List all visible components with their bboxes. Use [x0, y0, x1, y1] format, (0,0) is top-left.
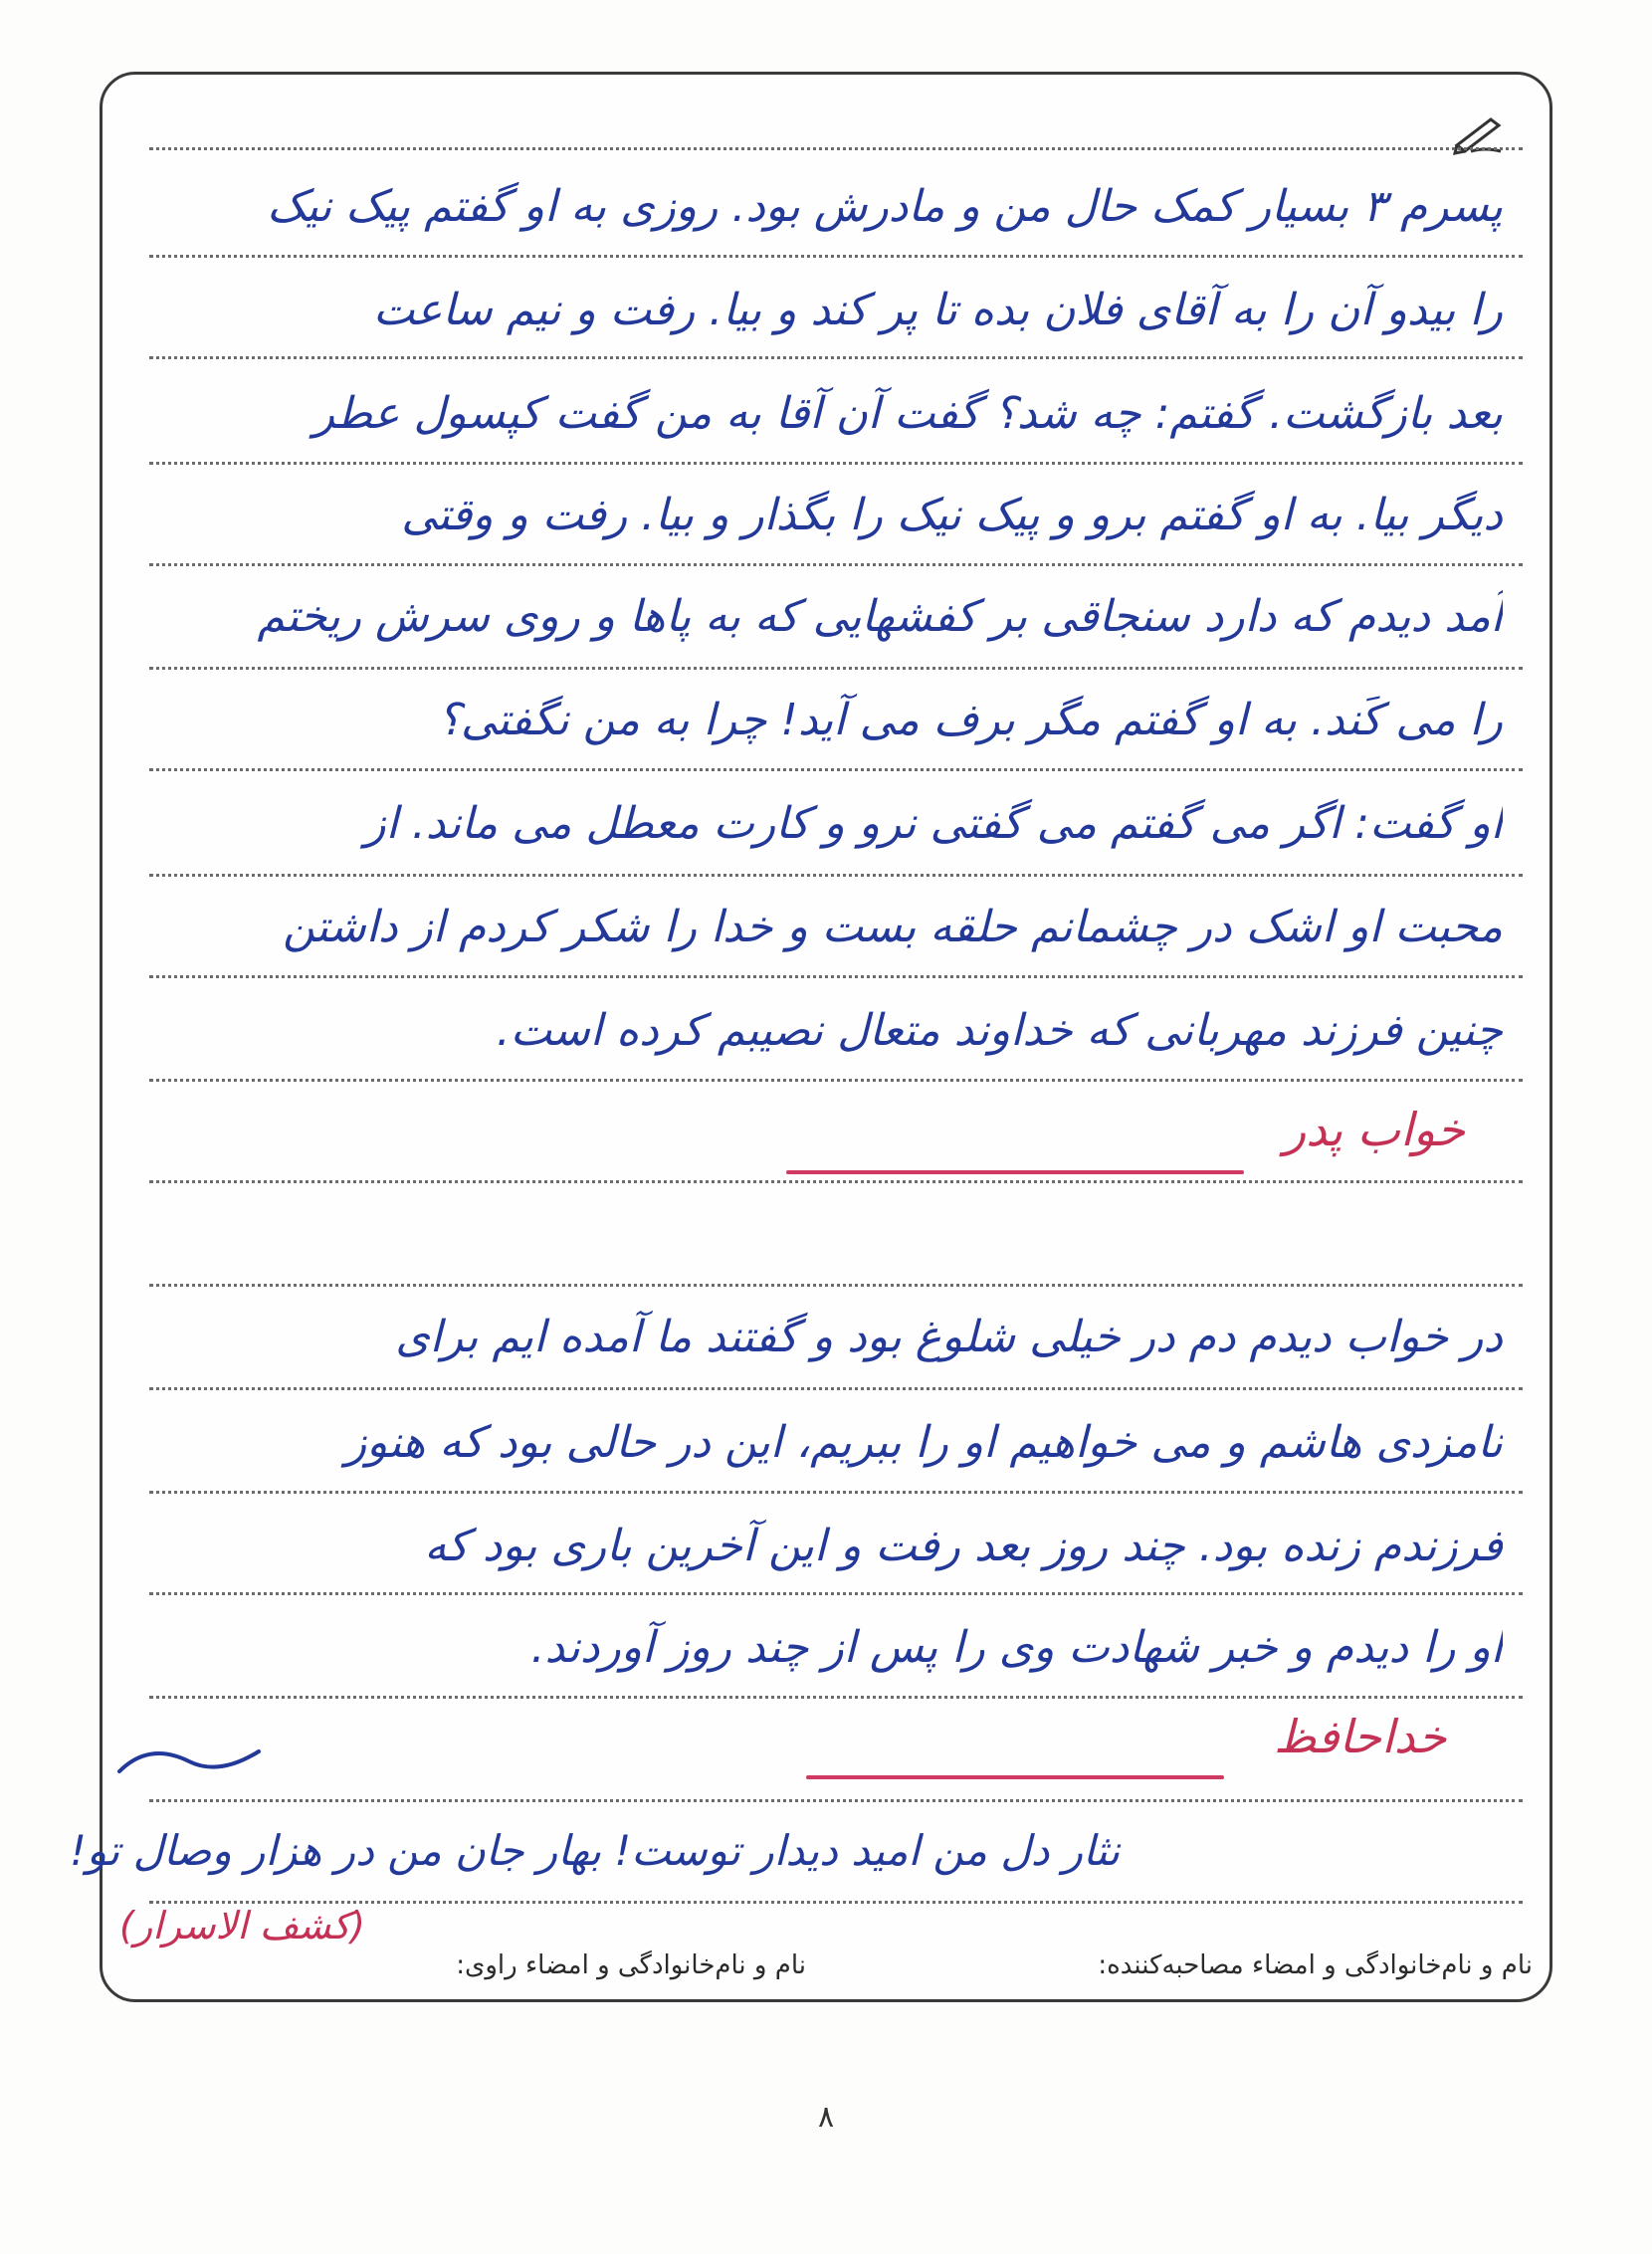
ruled-line	[149, 768, 1523, 771]
interviewer-signature-label: نام و نام‌خانوادگی و امضاء مصاحبه‌کننده:	[1098, 1950, 1533, 1980]
ruled-line	[149, 975, 1523, 978]
poem-source: (کشف الاسرار)	[119, 1904, 365, 1947]
dream-line: فرزندم زنده بود. چند روز بعد رفت و این آخرین باری بود که	[424, 1521, 1503, 1571]
ruled-line	[149, 1387, 1523, 1390]
pen-flourish	[109, 1722, 269, 1781]
story-line: او گفت: اگر می گفتم می گفتی نرو و کارت معطل می ماند. از	[364, 798, 1503, 849]
story-line: را بیدو آن را به آقای فلان بده تا پر کند و بیا. رفت و نیم ساعت	[373, 285, 1503, 335]
ruled-line	[149, 874, 1523, 877]
ruled-line	[149, 1284, 1523, 1287]
ruled-line	[149, 356, 1523, 359]
ruled-line	[149, 563, 1523, 566]
dream-line: او را دیدم و خبر شهادت وی را پس از چند روز آوردند.	[530, 1622, 1503, 1673]
ruled-line	[149, 1799, 1523, 1802]
dream-line: نامزدی هاشم و می خواهیم او را ببریم، این در حالی بود که هنوز	[344, 1417, 1503, 1468]
story-signature: خواب پدر	[1284, 1103, 1466, 1156]
dream-line: در خواب دیدم دم در خیلی شلوغ بود و گفتند ما آمده ایم برای	[395, 1312, 1503, 1362]
ruled-line	[149, 667, 1523, 670]
poem-line: نثار دل من امید دیدار توست! بهار جان من در هزار وصال تو!	[70, 1826, 1121, 1875]
ruled-line	[149, 1592, 1523, 1595]
page-number: ۸	[817, 2100, 835, 2135]
narrator-signature-label: نام و نام‌خانوادگی و امضاء راوی:	[456, 1950, 806, 1980]
ruled-line	[149, 1180, 1523, 1183]
red-underline	[786, 1170, 1244, 1174]
ruled-line	[149, 1491, 1523, 1494]
story-line: بعد بازگشت. گفتم: چه شد؟ گفت آن آقا به من گفت کپسول عطر	[312, 388, 1503, 439]
story-line: محبت او اشک در چشمانم حلقه بست و خدا را شکر کردم از داشتن	[283, 902, 1503, 952]
story-line: دیگر بیا. به او گفتم برو و پیک نیک را بگذار و بیا. رفت و وقتی	[401, 490, 1503, 540]
ruled-line	[149, 147, 1523, 150]
dream-signature: خداحافظ	[1274, 1710, 1447, 1763]
story-line: را می کَند. به او گفتم مگر برف می آید! چرا به من نگفتی؟	[437, 695, 1503, 745]
ruled-line	[149, 1696, 1523, 1699]
story-line: پسرم ۳ بسیار کمک حال من و مادرش بود. روزی به او گفتم پیک نیک	[267, 181, 1503, 232]
ruled-line	[149, 462, 1523, 465]
story-line: چنین فرزند مهربانی که خداوند متعال نصیبم کرده است.	[496, 1005, 1503, 1056]
story-line: آمد دیدم که دارد سنجاقی بر کفشهایی که به پاها و روی سرش ریختم	[257, 591, 1503, 642]
ruled-line	[149, 255, 1523, 258]
ruled-line	[149, 1079, 1523, 1082]
red-underline	[806, 1775, 1224, 1779]
